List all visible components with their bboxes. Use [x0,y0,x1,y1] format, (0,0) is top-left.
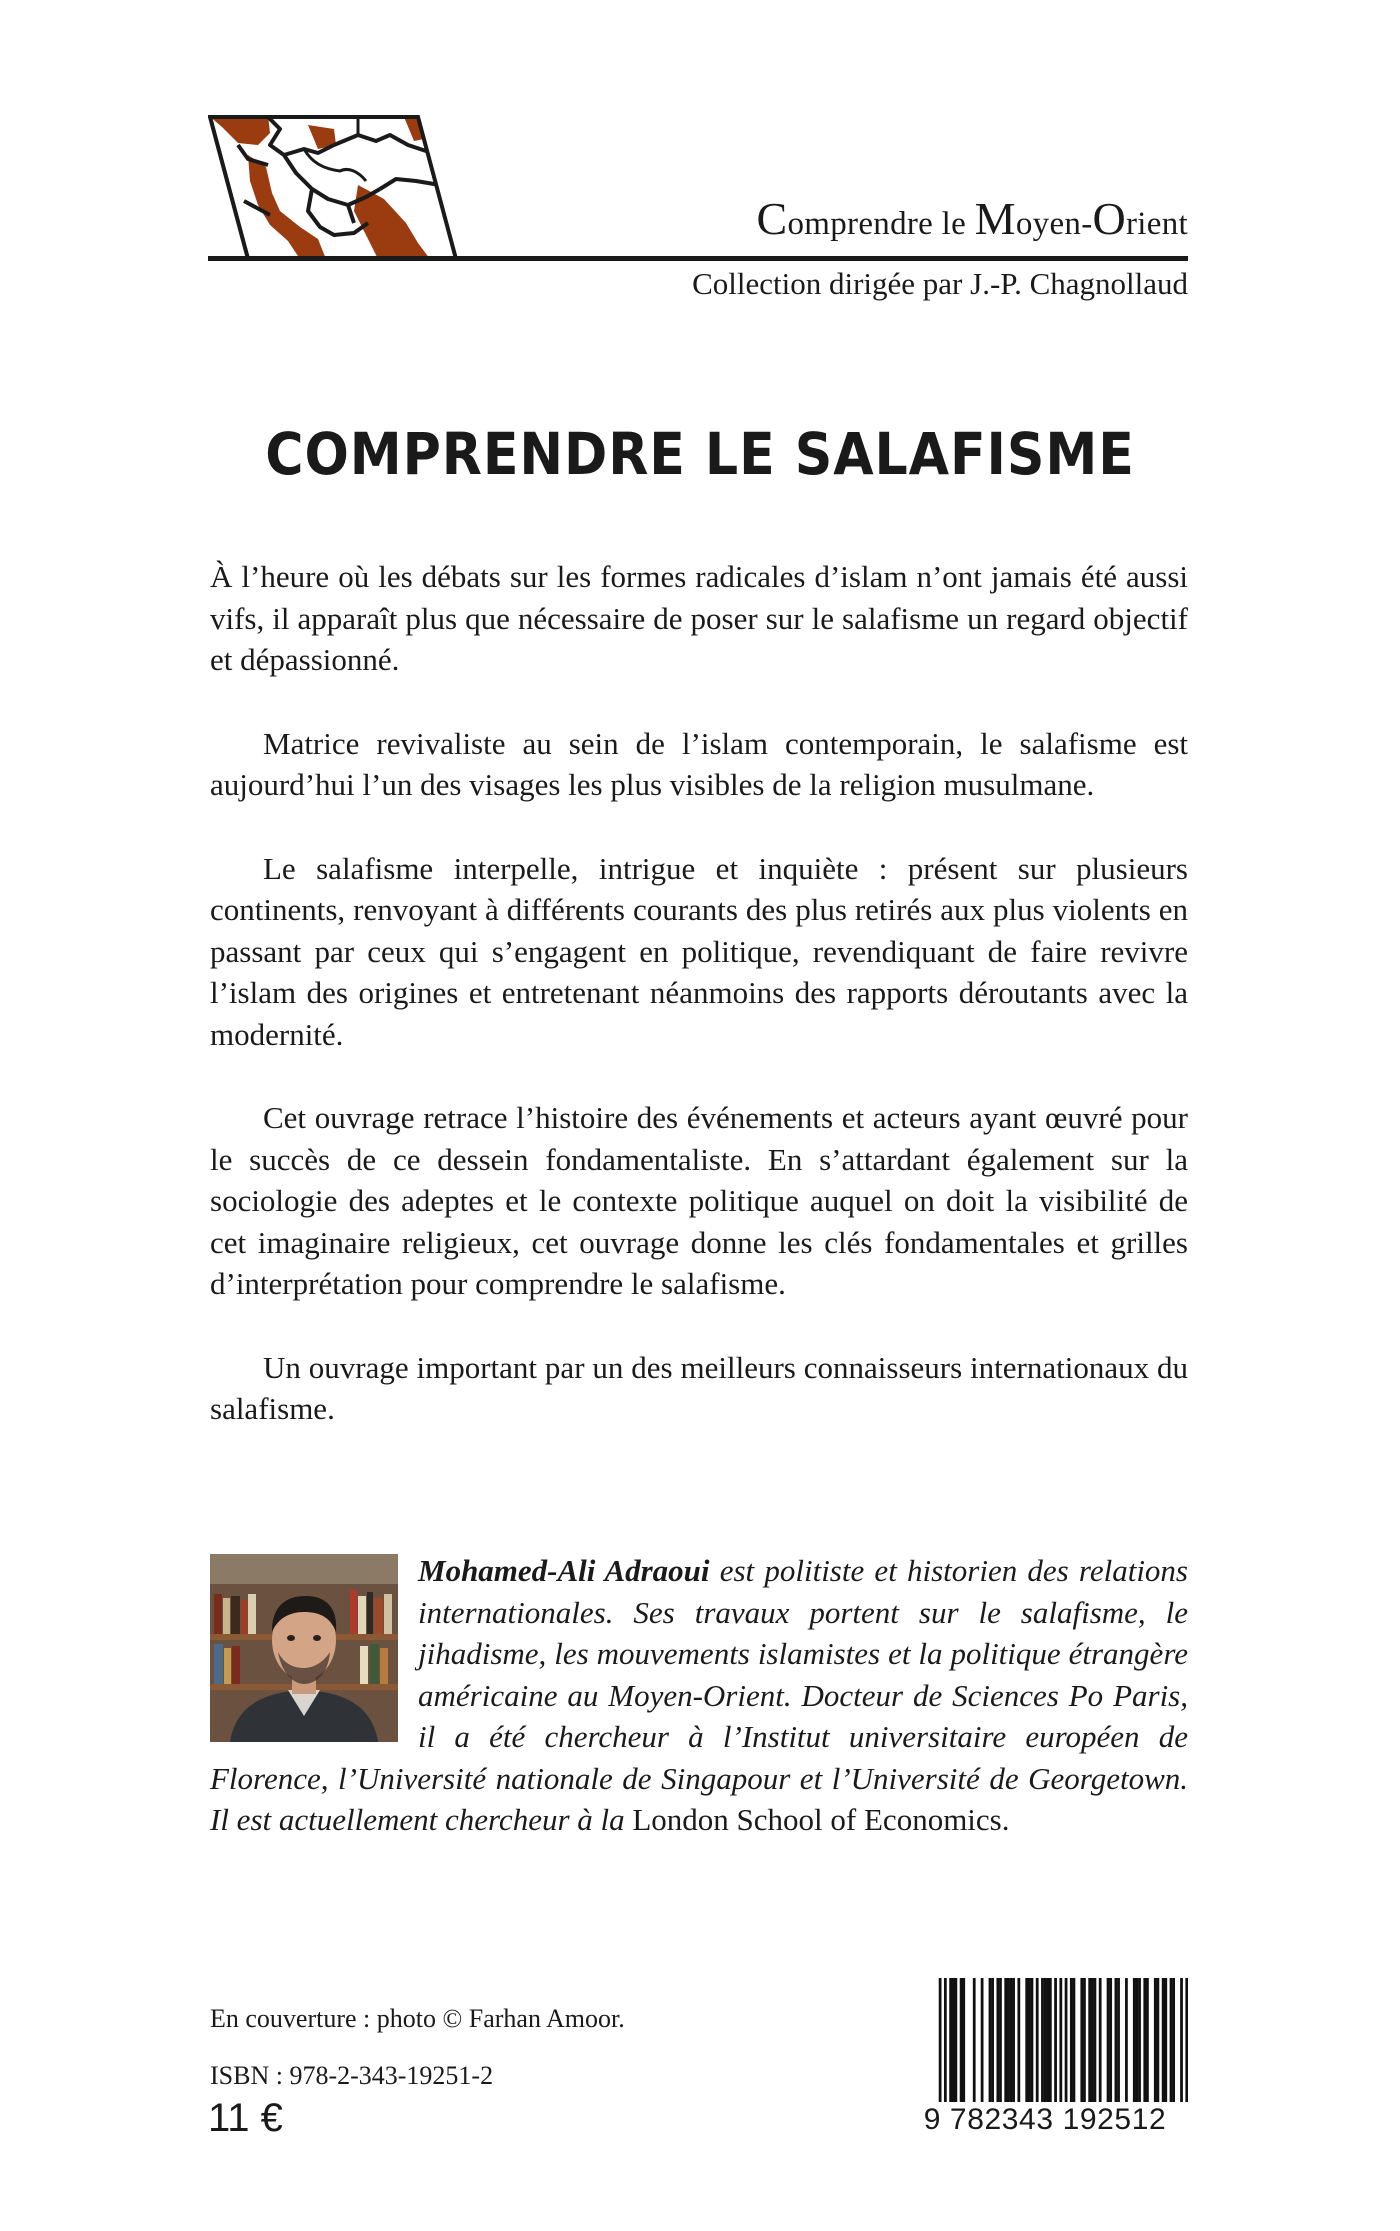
barcode-bar [1115,1978,1118,2106]
collection-director: Collection dirigée par J.-P. Chagnollaud [692,266,1188,301]
middle-east-map-logo [208,115,458,261]
barcode-bar [1046,1978,1049,2106]
barcode-bar [1017,1978,1020,2106]
barcode-bar [1054,1978,1057,2106]
barcode-bar [1162,1978,1165,2106]
barcode-bar [1109,1978,1112,2106]
barcode-bar [1138,1978,1141,2106]
barcode-bar [973,1978,976,2106]
barcode-bar [1012,1978,1015,2106]
barcode-bar [1154,1978,1157,2106]
barcode-bar [991,1978,994,2106]
barcode-bar [962,1978,965,2106]
barcode-bar [960,1978,963,2106]
barcode-bar [954,1978,957,2106]
barcode-bar [1136,1978,1139,2106]
barcode-bar [949,1978,952,2106]
barcode-bar [1094,1978,1097,2106]
barcode-bar [1080,1978,1083,2106]
author-bio-text: est politiste et historien des relations internationales. Ses travaux portent sur le salafisme, le jihadisme, les mouvements islamistes et la politique étrangère américaine au Moyen-Orient. Docteur de Sciences Po Paris, il a été chercheur à l’Institut universitaire européen de Florence, l’Université nationale de Singapour et l’Université de Georgetown. Il est actuellement chercheur à la [210,1553,1188,1837]
barcode-bar [1025,1978,1028,2106]
barcode-bar [989,1978,992,2106]
barcode-bar [1164,1978,1167,2106]
barcode-number: 9 782343 192512 [902,2102,1188,2138]
barcode-bar [1117,1978,1120,2106]
blurb-paragraph: À l’heure où les débats sur les formes radicales d’islam n’ont jamais été aussi vifs, il apparaît plus que nécessaire de poser sur le salafisme un regard objectif et dépassionné. [210,559,1188,677]
blurb-paragraph: Le salafisme interpelle, intrigue et inquiète : présent sur plusieurs continents, renvoyant à différents courants des plus retirés aux plus violents en passant par ceux qui s’engagent en politique, revendiquant de faire revivre l’islam des origines et entretenant néanmoins des rapports déroutants avec la modernité. [210,850,1188,1052]
author-section [210,1550,1188,1841]
isbn: ISBN : 978-2-343-19251-2 [210,2061,494,2090]
blurb [210,556,1188,1472]
barcode-bar [1088,1978,1091,2106]
barcode-bar [1125,1978,1128,2106]
barcode-bar [981,1978,984,2106]
barcode-bar [1031,1978,1034,2106]
barcode-bar [1041,1978,1044,2106]
barcode-bar [1036,1978,1039,2106]
barcode-bar [999,1978,1002,2106]
collection-title: Comprendre le Moyen-Orient [756,193,1188,244]
barcode-bar [1073,1978,1076,2106]
blurb-paragraph: Un ouvrage important par un des meilleurs connaisseurs internationaux du salafisme. [210,1349,1188,1426]
barcode-bar [1107,1978,1110,2106]
blurb-paragraph: Cet ouvrage retrace l’histoire des événements et acteurs ayant œuvré pour le succès de ce dessein fondamentaliste. En s’attardant également sur la sociologie des adeptes et le contexte politique auquel on doit la visibilité de cet imaginaire religieux, cet ouvrage donne les clés fondamentales et grilles d’interprétation pour comprendre le salafisme. [210,1100,1188,1301]
barcode-bar [1146,1978,1149,2106]
barcode-bar [1028,1978,1031,2106]
barcode-bar [1070,1978,1073,2106]
author-name: Mohamed-Ali Adraoui [418,1553,710,1588]
barcode-bar [1170,1978,1173,2106]
book-title: COMPRENDRE LE SALAFISME [265,420,1135,488]
header-rule [208,256,1188,261]
barcode-bar [1007,1978,1010,2106]
blurb-paragraph: Matrice revivaliste au sein de l’islam contemporain, le salafisme est aujourd’hui l’un des visages les plus visibles de la religion musulmane. [210,725,1188,802]
barcode-bar [1099,1978,1102,2106]
barcode-bar [1143,1978,1146,2106]
barcode-bar [952,1978,955,2106]
cover-credit: En couverture : photo © Farhan Amoor. [210,2004,625,2033]
barcode-bar [1172,1978,1175,2106]
barcode-bar [1133,1978,1136,2106]
barcode-bar [1157,1978,1160,2106]
barcode-bar [1091,1978,1094,2106]
barcode-bar [1049,1978,1052,2106]
author-portrait [210,1554,398,1742]
price: 11 € [208,2096,283,2140]
barcode-bar [1004,1978,1007,2106]
barcode-bar [996,1978,999,2106]
barcode-bar [1010,1978,1013,2106]
barcode-bar [1083,1978,1086,2106]
author-institution: London School of Economics. [632,1802,1010,1837]
barcode-bar [1044,1978,1047,2106]
